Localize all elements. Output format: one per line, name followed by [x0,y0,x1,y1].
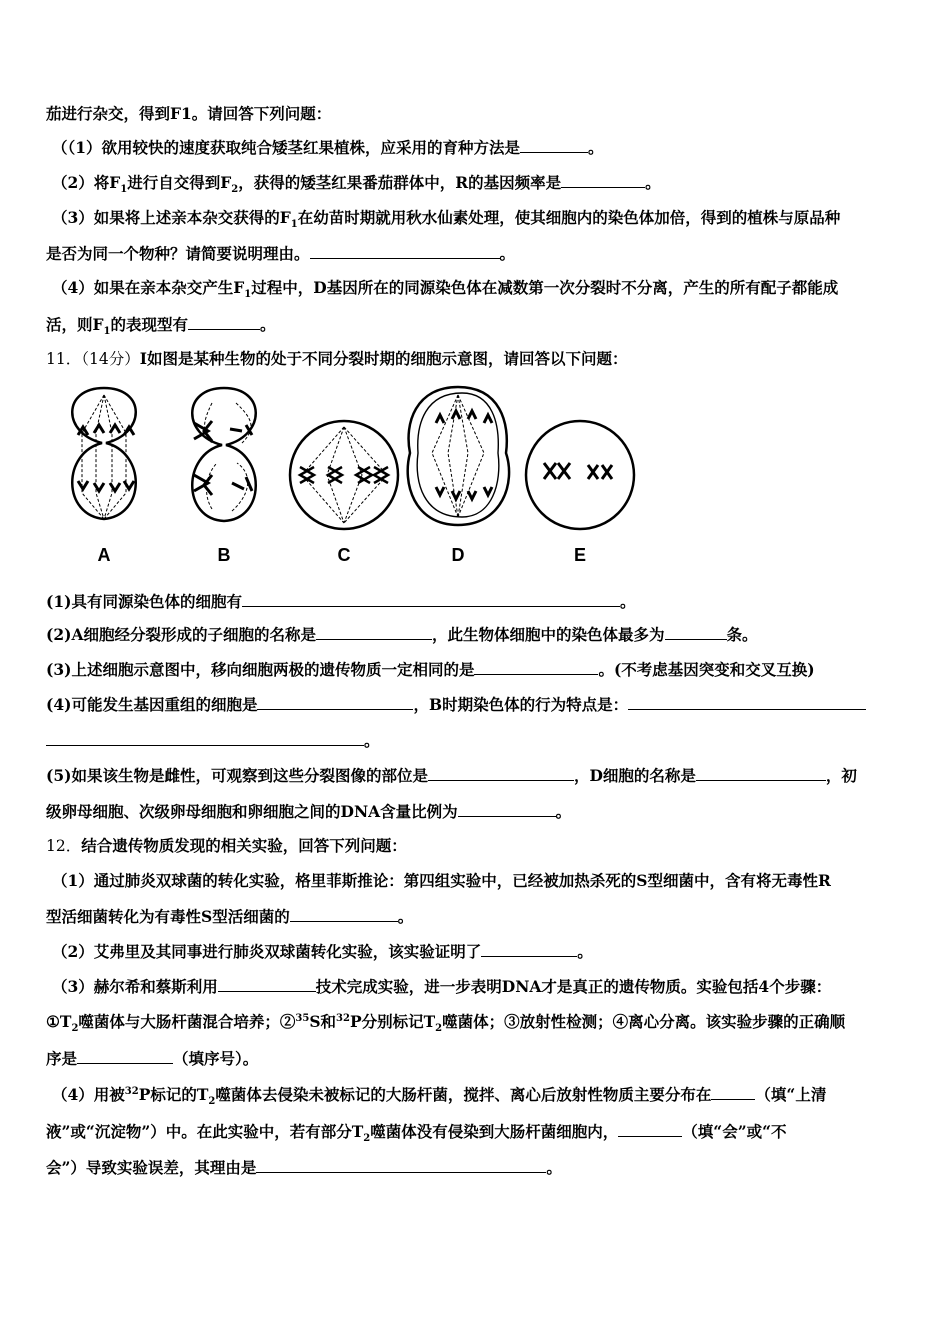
answer-blank[interactable] [428,765,574,781]
question-10-2: （2）将$F_1$进行自交得到$F_2$，获得的矮茎红果番茄群体中，R的基因频率是 。 [52,173,661,196]
question-12-3-cont: $①T_2$噬菌体与大肠杆菌混合培养；②$^{35}$S和$^{32}$P分别标记$T_2$噬菌体；③放射性检测；④离心分离。该实验步骤的正确顺 [46,1012,846,1035]
cell-a-membrane [72,388,136,519]
answer-blank[interactable] [256,1157,546,1173]
question-11-2: (2)A细胞经分裂形成的子细胞的名称是 ，此生物体细胞中的染色体最多为 条。 [46,625,758,644]
answer-blank[interactable] [520,137,588,153]
answer-blank[interactable] [290,906,398,922]
question-12-1-cont: 型活细菌转化为有毒性S型活细菌的 。 [46,907,414,926]
question-12-2: （2）艾弗里及其同事进行肺炎双球菌转化实验，该实验证明了 。 [52,942,593,961]
cell-d-membrane [408,387,509,525]
question-12-3-cont2: 序是 （填序号）。 [46,1049,259,1068]
answer-blank[interactable] [561,172,645,188]
answer-blank[interactable] [310,243,500,259]
answer-blank[interactable] [458,801,556,817]
cell-division-figure [52,383,652,568]
answer-blank[interactable] [188,314,260,330]
question-12-4-cont2: 会”）导致实验误差，其理由是 。 [46,1158,562,1177]
answer-blank[interactable] [316,624,432,640]
figure-label: C [337,545,351,565]
question-12-header: 12．结合遗传物质发现的相关实验，回答下列问题： [46,836,407,855]
answer-blank[interactable] [628,694,866,710]
question-12-3: （3）赫尔希和蔡斯利用 技术完成实验，进一步表明DNA才是真正的遗传物质。实验包括4个步骤： [52,977,832,996]
figure-label: A [97,545,111,565]
answer-blank[interactable] [257,694,413,710]
answer-blank[interactable] [665,624,727,640]
answer-blank[interactable] [474,659,598,675]
answer-blank[interactable] [711,1084,755,1100]
cell-e-membrane [526,421,634,529]
question-10-4-cont: 活，则$F_1$的表现型有 。 [46,315,276,338]
answer-blank[interactable] [618,1121,682,1137]
question-12-1: （1）通过肺炎双球菌的转化实验，格里菲斯推论：第四组实验中，已经被加热杀死的S型细菌中，含有将无毒性R [52,871,831,890]
question-11-5-cont: 级卵母细胞、次级卵母细胞和卵细胞之间的DNA含量比例为 。 [46,802,572,821]
question-11-4-cont: 。 [46,730,380,751]
question-10-4: （4）如果在亲本杂交产生$F_1$过程中，D基因所在的同源染色体在减数第一次分裂时不分离，产生的所有配子都能成 [52,278,839,301]
answer-blank[interactable] [218,976,316,992]
figure-label: E [573,545,587,565]
cell-b-membrane [192,388,256,521]
answer-blank[interactable] [46,730,364,746]
figure-label: B [217,545,231,565]
answer-blank[interactable] [481,941,577,957]
answer-blank[interactable] [242,591,620,607]
question-10-1: （（1）欲用较快的速度获取纯合矮茎红果植株，应采用的育种方法是 。 [52,138,604,157]
figure-label: D [451,545,465,565]
question-11-header: 11．（14分）I如图是某种生物的处于不同分裂时期的细胞示意图，请回答以下问题： [46,349,628,368]
question-10-3: （3）如果将上述亲本杂交获得的$F_1$在幼苗时期就用秋水仙素处理，使其细胞内的染色体加倍，得到的植株与原品种 [52,208,841,231]
question-10-3-cont: 是否为同一个物种？请简要说明理由。 。 [46,244,516,263]
question-11-5: (5)如果该生物是雌性，可观察到这些分裂图像的部位是 ，D细胞的名称是 ，初 [46,766,857,785]
continuation-line: 茄进行杂交，得到F1。请回答下列问题： [46,104,332,123]
question-12-4: （4）用被$^{32}$P标记的$T_2$噬菌体去侵染未被标记的大肠杆菌，搅拌、离心后放射性物质主要分布在 （填“上清 [52,1085,827,1108]
question-11-4: (4)可能发生基因重组的细胞是 ，B时期染色体的行为特点是： [46,694,866,715]
question-12-4-cont: 液”或“沉淀物”）中。在此实验中，若有部分$T_2$噬菌体没有侵染到大肠杆菌细胞内， （填“会”或“不 [46,1122,787,1145]
question-11-3: (3)上述细胞示意图中，移向细胞两极的遗传物质一定相同的是 。(不考虑基因突变和交叉互换) [46,660,815,679]
answer-blank[interactable] [77,1048,173,1064]
answer-blank[interactable] [696,765,826,781]
question-11-1: (1)具有同源染色体的细胞有 。 [46,592,636,611]
